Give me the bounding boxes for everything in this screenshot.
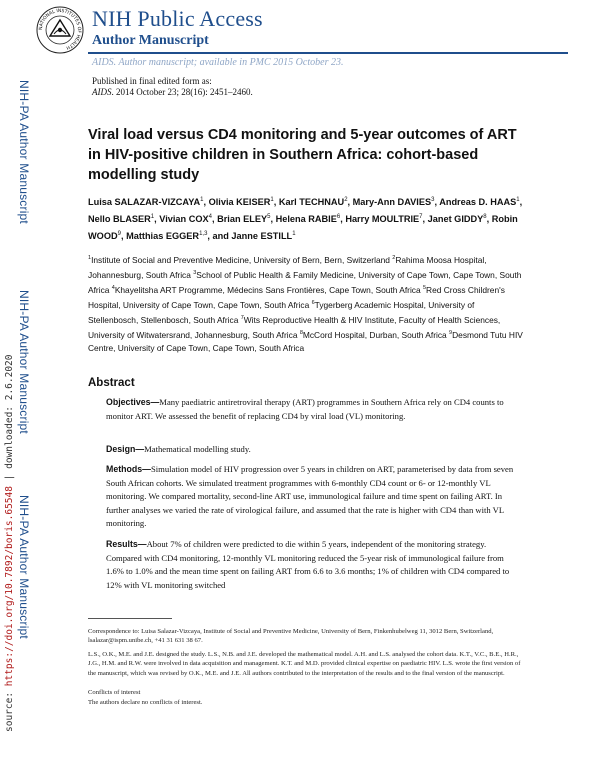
author-affiliation-sup: 1 <box>292 231 296 238</box>
author-name: Helena RABIE <box>275 214 337 225</box>
affiliation-text: Khayelitsha ART Programme, Médecins Sans Frontières, Cape Town, South Africa <box>114 284 421 295</box>
seal-ring-text: NATIONAL INSTITUTES OF HEALTH <box>38 8 82 50</box>
nih-seal-icon <box>36 6 84 54</box>
author-name: Brian ELEY <box>217 214 268 225</box>
results-label: Results— <box>106 539 147 549</box>
author-affiliation-sup: 4 <box>208 214 212 221</box>
nihpa-banner-3: NIH-PA Author Manuscript <box>17 495 31 639</box>
contributions-note: L.S., O.K., M.E. and J.E. designed the study. L.S., N.B. and J.E. developed the mathematical model. A.H. and L.S. analysed the cohort data. K.T., V.C., B.E., H.R., J.G., H.M. and R.W. were involved in data acquisition and management. K.T. and M.D. provided clinical expertise on paediatric HIV. L.S. wrote the first version of the manuscript, which was revised by O.K., M.E. and J.E. All authors contributed to the interpretation of the results and to the final version of the manuscript. <box>88 651 521 677</box>
affiliation-list <box>88 252 526 355</box>
objectives-text: Many paediatric antiretroviral therapy (ART) programmes in Southern Africa rely on CD4 counts to monitor ART. We assessed the benefit of replacing CD4 by viral load (VL) monitoring. <box>106 397 504 421</box>
affiliation-sup: 6 <box>311 300 315 306</box>
author-manuscript-label: Author Manuscript <box>92 33 209 48</box>
author-affiliation-sup: 1 <box>200 197 204 203</box>
affiliation-sup: 3 <box>193 270 197 276</box>
published-label: Published in final edited form as: <box>92 76 212 86</box>
author-name: Janne ESTILL <box>231 231 293 242</box>
results-text: About 7% of children were predicted to die within 5 years, independent of the monitoring strategy. Compared with CD4 monitoring, 12-monthly VL monitoring reduced the 5-year risk of immunological failure from 1.6% to 1.0% and the mean time spent on failing ART from 6.6 to 3.6 months; 1% of children with CD4 compared to 12% with VL monitoring switched <box>106 539 510 590</box>
author-name: Mary-Ann DAVIES <box>352 197 432 208</box>
author-name: Andreas D. HAAS <box>439 197 517 208</box>
author-affiliation-sup: 1 <box>516 197 520 203</box>
affiliation-text: Tygerberg Academic Hospital, University of Stellenbosch, Stellenbosch, South Africa <box>88 299 475 325</box>
author-name: Matthias EGGER <box>126 231 200 242</box>
author-affiliation-sup: 6 <box>336 214 341 221</box>
author-name: Luisa SALAZAR-VIZCAYA <box>88 197 201 208</box>
nihpa-banner-2: NIH-PA Author Manuscript <box>17 290 31 434</box>
affiliation-sup: 2 <box>392 255 396 261</box>
author-affiliation-sup: 1,3 <box>199 231 208 238</box>
footnote-rule <box>88 618 172 619</box>
nih-public-access-title: NIH Public Access <box>92 6 263 31</box>
affiliation-text: McCord Hospital, Durban, South Africa <box>302 329 447 340</box>
affiliation-sup: 9 <box>449 330 453 336</box>
affiliation-text: Rahima Moosa Hospital, Johannesburg, South Africa <box>88 254 487 280</box>
author-affiliation-sup: 7 <box>419 214 423 221</box>
author-name: Robin WOOD <box>88 214 518 242</box>
journal-name: AIDS <box>92 87 112 97</box>
abstract-objectives <box>106 396 520 423</box>
author-affiliation-sup: 1 <box>150 214 155 221</box>
doi-link[interactable]: https://doi.org/10.7892/boris.65548 <box>4 486 15 687</box>
affiliation-text: Desmond Tutu HIV Centre, University of Cape Town, Cape Town, South Africa <box>88 329 523 353</box>
affiliation-sup: 8 <box>299 330 303 336</box>
affiliation-text: Wits Reproductive Health & HIV Institute, Faculty of Health Sciences, University of Witwatersrand, Johannesburg, South Africa <box>88 314 501 340</box>
conflicts-heading: Conflicts of interest <box>88 689 141 696</box>
affiliation-text: School of Public Health & Family Medicine, University of Cape Town, Cape Town, South Africa <box>88 269 522 295</box>
design-text: Mathematical modelling study. <box>144 444 251 454</box>
correspondence-note: Correspondence to: Luisa Salazar-Vizcaya, Institute of Social and Preventive Medicine, University of Bern, Finkenhubelweg 11, 3012 Bern, Switzerland, lsalazar@ispm.unibe.ch, +41 31 631 38 67. <box>88 628 494 645</box>
abstract-design <box>106 443 520 457</box>
author-name: Harry MOULTRIE <box>345 214 420 225</box>
affiliation-text: Red Cross Children's Hospital, University of Cape Town, Cape Town, South Africa <box>88 284 505 310</box>
header-rule <box>88 52 568 54</box>
availability-note: AIDS. Author manuscript; available in PMC 2015 October 23. <box>92 57 344 68</box>
author-list: Luisa SALAZAR-VIZCAYA$^1$, Olivia KEISER$^1$, Karl TECHNAU$^2$, Mary-Ann DAVIES$^3$, Andreas D. HAAS$^1$, Nello BLASER$^1$, Vivian COX$^4$, Brian ELEY$^5$, Helena RABIE$^6$, Harry MOULTRIE$^7$, Janet GIDDY$^8$, Robin WOOD$^9$, Matthias EGGER$^{1,3}$, and Janne ESTILL$^1$ <box>88 197 523 242</box>
author-affiliation-sup: 9 <box>117 231 121 238</box>
methods-text: Simulation model of HIV progression over 5 years in children on ART, parameterised by data from seven South African cohorts. We simulated treatment programmes with 6-monthly CD4 count or 6- or 12-monthly VL monitoring. We compared mortality, second-line ART use, immunological failure and time spent on failing ART. In further analyses we varied the rate of virological failure, and assumed that the rate is higher with CD4 than with VL monitoring. <box>106 464 514 529</box>
author-name: Vivian COX <box>159 214 209 225</box>
article-title: Viral load versus CD4 monitoring and 5-year outcomes of ART in HIV-positive children in Southern Africa: cohort-based modelling study <box>88 127 517 183</box>
nihpa-banner-1: NIH-PA Author Manuscript <box>17 80 31 224</box>
affiliation-sup: 1 <box>88 255 92 261</box>
repository-stamp <box>4 354 15 732</box>
source-prefix: source: <box>4 686 15 732</box>
author-affiliation-sup: 3 <box>431 197 435 203</box>
methods-label: Methods— <box>106 464 151 474</box>
affiliation-sup: 5 <box>422 285 427 291</box>
author-name: Janet GIDDY <box>427 214 484 225</box>
author-affiliation-sup: 2 <box>344 197 348 203</box>
abstract-results <box>106 538 520 592</box>
author-name: Olivia KEISER <box>208 197 271 208</box>
author-affiliation-sup: 1 <box>270 197 274 203</box>
conflicts-statement: The authors declare no conflicts of interest. <box>88 699 203 706</box>
author-affiliation-sup: 8 <box>483 214 487 221</box>
objectives-label: Objectives— <box>106 397 160 407</box>
author-name: Nello BLASER <box>88 214 151 225</box>
citation <box>92 87 253 97</box>
citation-details: . 2014 October 23; 28(16): 2451–2460. <box>111 87 253 97</box>
affiliation-sup: 4 <box>111 285 115 291</box>
design-label: Design— <box>106 444 145 454</box>
affiliation-text: Institute of Social and Preventive Medicine, University of Bern, Bern, Switzerland <box>91 254 390 265</box>
affiliation-sup: 7 <box>240 315 244 321</box>
abstract-methods <box>106 463 520 531</box>
abstract-heading: Abstract <box>88 377 135 389</box>
downloaded-date: | downloaded: 2.6.2020 <box>4 354 15 487</box>
author-name: Karl TECHNAU <box>278 197 345 208</box>
author-affiliation-sup: 5 <box>267 214 271 221</box>
